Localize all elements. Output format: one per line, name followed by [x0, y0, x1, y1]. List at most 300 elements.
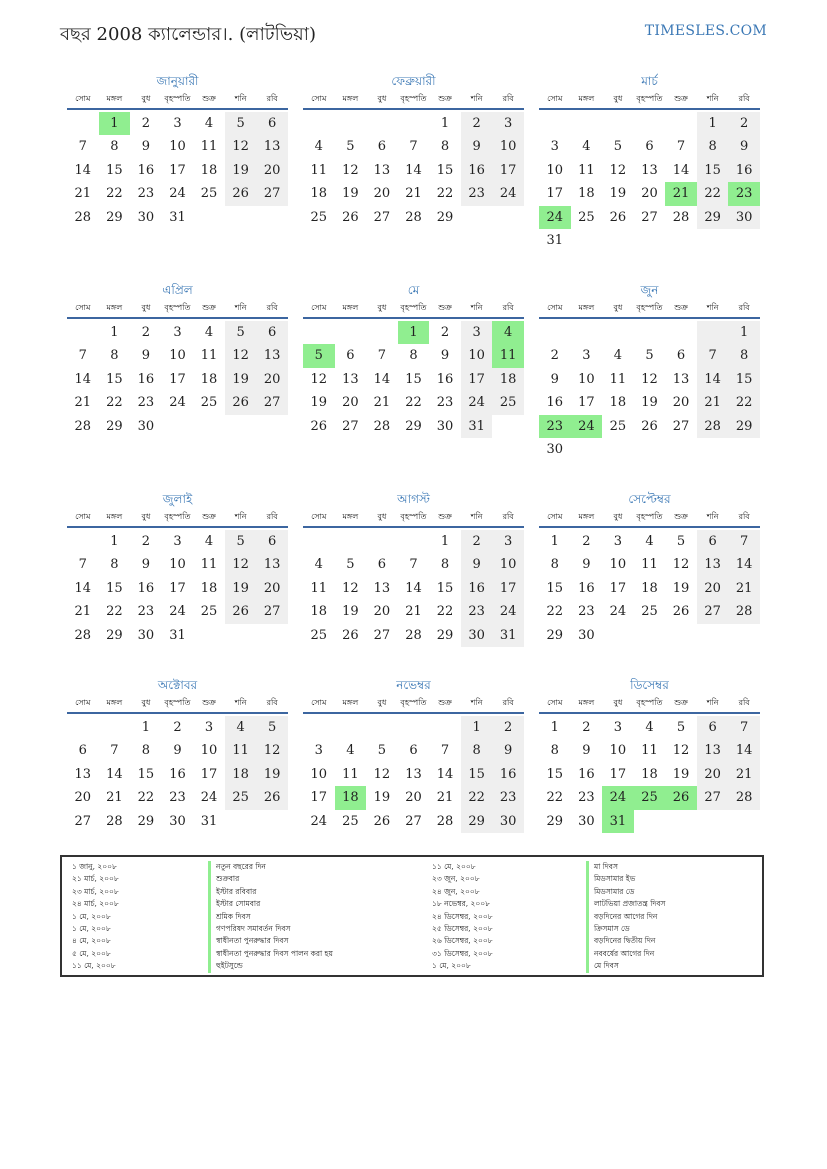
weekday-header [303, 90, 524, 110]
day-cell: 20 [697, 577, 729, 600]
day-cell: 28 [697, 415, 729, 438]
month-block [303, 281, 524, 436]
day-cell: 2 [173, 720, 182, 735]
day-cell: 13 [697, 739, 729, 762]
day-cell: 10 [609, 743, 627, 759]
day-cell: 5 [225, 112, 257, 135]
day-cell: 21 [74, 395, 92, 411]
holiday-day: 31 [602, 810, 634, 833]
day-cell: 30 [137, 418, 155, 434]
day-cell: 26 [373, 813, 391, 829]
legend-holiday-name: মা দিবস [586, 861, 665, 873]
weekday-label: মঙ্গল [106, 698, 123, 707]
day-cell: 30 [137, 627, 155, 643]
day-cell: 27 [74, 813, 92, 829]
weekday-label: সোম [547, 94, 563, 103]
day-cell: 15 [137, 766, 155, 782]
day-cell: 24 [461, 391, 493, 414]
weekday-label: সোম [311, 94, 327, 103]
legend-holiday-name: শুক্রবার [208, 873, 333, 885]
day-cell: 10 [200, 743, 218, 759]
day-cell: 12 [672, 557, 690, 573]
day-cell: 6 [256, 530, 288, 553]
weekday-header [67, 90, 288, 110]
day-cell: 1 [461, 716, 493, 739]
weekday-label: শুক্র [674, 698, 688, 707]
weekday-label: সোম [547, 303, 563, 312]
weekday-label: সোম [311, 512, 327, 521]
day-cell: 10 [609, 557, 627, 573]
day-cell: 21 [373, 395, 391, 411]
day-cell: 17 [609, 766, 627, 782]
day-cell: 4 [645, 720, 654, 735]
day-cell: 23 [492, 786, 524, 809]
weekday-label: শুক্র [202, 94, 216, 103]
day-cell: 25 [310, 627, 328, 643]
weekday-label: রবি [502, 303, 514, 312]
day-cell: 24 [310, 813, 328, 829]
day-cell: 15 [728, 368, 760, 391]
weekday-label: সোম [75, 94, 91, 103]
day-cell: 6 [697, 716, 729, 739]
day-cell: 11 [641, 743, 658, 759]
day-cell: 22 [436, 604, 454, 620]
weekday-label: বুধ [613, 512, 623, 521]
day-cell: 14 [74, 371, 92, 387]
day-cell: 11 [609, 371, 627, 387]
day-cell: 30 [578, 813, 595, 829]
day-cell: 11 [200, 557, 218, 573]
day-cell: 29 [106, 627, 123, 643]
weekday-label: বৃহস্পতি [636, 303, 663, 312]
day-cell: 12 [225, 553, 257, 576]
day-cell: 1 [550, 720, 559, 735]
day-cell: 15 [436, 580, 454, 596]
day-cell: 7 [728, 716, 760, 739]
weekday-label: শুক্র [438, 698, 452, 707]
day-cell: 7 [409, 557, 418, 573]
holiday-day: 23 [539, 415, 571, 438]
day-cell: 21 [405, 186, 422, 202]
day-cell: 11 [310, 162, 328, 178]
day-cell: 7 [377, 348, 387, 364]
day-cell: 23 [578, 790, 595, 806]
day-cell: 7 [697, 344, 729, 367]
day-cell: 15 [106, 371, 123, 387]
day-cell: 9 [461, 553, 493, 576]
day-cell: 30 [578, 627, 595, 643]
day-cell: 17 [169, 162, 186, 178]
day-cell: 16 [492, 763, 524, 786]
day-cell: 16 [578, 766, 595, 782]
day-cell: 26 [225, 391, 257, 414]
holiday-day: 1 [99, 112, 131, 135]
day-cell: 1 [110, 534, 119, 549]
day-cell: 22 [546, 790, 564, 806]
day-cell: 17 [169, 371, 186, 387]
day-cell: 2 [461, 112, 493, 135]
day-cell: 28 [405, 627, 422, 643]
legend-date: ২৩ মার্চ, ২০০৮ [72, 886, 119, 896]
holiday-day: 23 [728, 182, 760, 205]
day-cell: 11 [200, 348, 218, 364]
day-cell: 10 [169, 139, 186, 155]
day-cell: 18 [641, 766, 658, 782]
day-cell: 20 [373, 604, 391, 620]
day-cell: 8 [440, 139, 450, 155]
weekday-header [67, 694, 288, 714]
day-cell: 3 [173, 116, 182, 131]
weekday-label: বুধ [613, 303, 623, 312]
day-cell: 16 [546, 395, 564, 411]
weekday-label: শনি [234, 512, 247, 521]
day-cell: 8 [728, 344, 760, 367]
weekday-label: শুক্র [202, 512, 216, 521]
day-cell: 13 [256, 135, 288, 158]
day-cell: 20 [74, 790, 92, 806]
day-cell: 20 [672, 395, 690, 411]
day-cell: 22 [697, 182, 729, 205]
weekday-label: শুক্র [674, 94, 688, 103]
day-cell: 28 [373, 418, 391, 434]
holiday-day: 5 [303, 344, 335, 367]
day-cell: 7 [78, 139, 87, 155]
day-cell: 27 [256, 600, 288, 623]
month-block [67, 490, 288, 645]
day-cell: 12 [256, 739, 288, 762]
day-cell: 1 [141, 720, 151, 735]
day-cell: 7 [110, 743, 119, 759]
day-cell: 20 [256, 159, 288, 182]
weekend-empty-cell [697, 321, 729, 344]
day-cell: 3 [173, 325, 182, 340]
day-cell: 22 [461, 786, 493, 809]
day-cell: 18 [641, 580, 658, 596]
day-cell: 19 [225, 159, 257, 182]
day-cell: 18 [310, 604, 328, 620]
weekday-label: রবি [502, 94, 514, 103]
day-cell: 15 [697, 159, 729, 182]
day-cell: 21 [436, 790, 454, 806]
day-cell: 11 [578, 162, 595, 178]
weekday-label: বৃহস্পতি [164, 512, 191, 521]
day-cell: 14 [405, 580, 422, 596]
day-cell: 12 [342, 162, 359, 178]
day-cell: 28 [106, 813, 123, 829]
day-cell: 31 [492, 624, 524, 647]
weekday-label: বুধ [141, 303, 151, 312]
weekday-label: শনি [470, 303, 483, 312]
day-cell: 5 [377, 743, 387, 759]
site-link[interactable]: TIMESLES.COM [644, 23, 767, 39]
day-cell: 20 [256, 577, 288, 600]
day-cell: 18 [310, 186, 328, 202]
day-cell: 7 [676, 139, 686, 155]
legend-names-left [208, 861, 333, 973]
day-cell: 3 [204, 720, 214, 735]
day-cell: 26 [609, 209, 627, 225]
day-cell: 3 [613, 720, 623, 735]
day-cell: 10 [546, 162, 564, 178]
day-cell: 22 [405, 395, 422, 411]
weekday-label: রবি [266, 698, 278, 707]
day-cell: 30 [461, 624, 493, 647]
day-cell: 6 [377, 139, 387, 155]
day-cell: 30 [436, 418, 454, 434]
legend-holiday-name: গণপরিষদ সমাবর্তন দিবস [208, 923, 333, 935]
day-cell: 24 [492, 600, 524, 623]
weekday-header [539, 508, 760, 528]
day-cell: 23 [137, 395, 155, 411]
holiday-day: 11 [492, 344, 524, 367]
day-cell: 16 [461, 577, 493, 600]
legend-holiday-name: মিডসামার ডে [586, 886, 665, 898]
weekday-label: সোম [311, 303, 327, 312]
day-cell: 2 [141, 116, 151, 131]
weekday-label: রবি [502, 698, 514, 707]
legend-date: ১১ মে, ২০০৮ [432, 862, 476, 871]
day-cell: 20 [342, 395, 359, 411]
day-cell: 9 [582, 557, 591, 573]
day-cell: 25 [609, 418, 627, 434]
day-cell: 21 [74, 186, 92, 202]
weekday-label: শনি [470, 698, 483, 707]
day-cell: 4 [314, 139, 323, 155]
day-cell: 20 [373, 186, 391, 202]
legend-date: ২৪ মার্চ, ২০০৮ [72, 899, 119, 909]
weekday-header [303, 299, 524, 319]
day-cell: 17 [200, 766, 218, 782]
legend-date: ১ মে, ২০০৮ [72, 911, 111, 921]
day-cell: 29 [436, 627, 454, 643]
legend-holiday-name: মে দিবস [586, 960, 665, 972]
day-cell: 24 [609, 604, 627, 620]
weekday-label: শুক্র [438, 512, 452, 521]
holiday-day: 21 [665, 182, 697, 205]
day-cell: 20 [405, 790, 422, 806]
day-cell: 1 [728, 321, 760, 344]
day-cell: 21 [697, 391, 729, 414]
day-cell: 4 [225, 716, 257, 739]
day-cell: 19 [342, 186, 359, 202]
month-block [539, 72, 760, 250]
day-cell: 25 [342, 813, 359, 829]
day-cell: 26 [225, 182, 257, 205]
day-cell: 7 [440, 743, 450, 759]
day-cell: 25 [310, 209, 328, 225]
day-cell: 7 [728, 530, 760, 553]
day-cell: 11 [342, 766, 359, 782]
day-cell: 11 [200, 139, 218, 155]
day-cell: 16 [461, 159, 493, 182]
day-cell: 14 [74, 162, 92, 178]
day-cell: 27 [342, 418, 359, 434]
weekday-label: রবি [738, 94, 750, 103]
day-cell: 27 [373, 209, 391, 225]
day-cell: 29 [137, 813, 155, 829]
weekday-label: বৃহস্পতি [400, 94, 427, 103]
day-cell: 28 [436, 813, 454, 829]
day-cell: 29 [436, 209, 454, 225]
day-cell: 11 [225, 739, 257, 762]
legend-date: ৩১ ডিসেম্বর, ২০০৮ [432, 948, 493, 958]
day-cell: 31 [546, 233, 564, 248]
day-cell: 4 [204, 534, 214, 549]
day-cell: 2 [550, 348, 559, 364]
weekday-label: রবি [502, 512, 514, 521]
day-cell: 6 [697, 530, 729, 553]
holiday-day: 18 [335, 786, 367, 809]
weekday-label: সোম [75, 512, 91, 521]
day-cell: 12 [310, 371, 328, 387]
day-cell: 2 [582, 534, 591, 549]
day-cell: 24 [169, 395, 186, 411]
month-block [67, 676, 288, 831]
day-cell: 24 [169, 604, 186, 620]
day-cell: 26 [225, 600, 257, 623]
weekday-label: শনি [706, 512, 719, 521]
day-cell: 18 [492, 368, 524, 391]
legend-date: ১ মে, ২০০৮ [432, 961, 471, 971]
day-cell: 14 [373, 371, 391, 387]
month-name: জানুয়ারী [156, 74, 199, 88]
weekday-label: শনি [706, 303, 719, 312]
day-cell: 1 [440, 116, 450, 131]
day-cell: 6 [377, 557, 387, 573]
day-grid [539, 110, 760, 250]
day-cell: 19 [672, 766, 690, 782]
day-cell: 2 [728, 112, 760, 135]
month-name: জুলাই [162, 492, 193, 506]
day-grid [67, 714, 288, 831]
month-name: মার্চ [641, 74, 658, 88]
day-cell: 4 [204, 325, 214, 340]
legend-date: ২৪ জুন, ২০০৮ [432, 886, 480, 896]
holiday-day: 4 [492, 321, 524, 344]
day-cell: 19 [641, 395, 658, 411]
month-block [67, 281, 288, 436]
month-name: সেপ্টেম্বর [628, 492, 671, 506]
day-cell: 5 [256, 716, 288, 739]
day-cell: 11 [641, 557, 658, 573]
day-cell: 3 [550, 139, 559, 155]
legend-date: ১১ মে, ২০০৮ [72, 961, 116, 971]
day-cell: 17 [609, 580, 627, 596]
legend-date: ১ জানু, ২০০৮ [72, 862, 117, 871]
day-cell: 17 [310, 790, 328, 806]
day-cell: 12 [609, 162, 627, 178]
weekday-label: শনি [706, 94, 719, 103]
day-cell: 30 [492, 810, 524, 833]
legend-holiday-name: হুইটসুন্ডে [208, 960, 333, 972]
month-name: ফেব্রুয়ারী [391, 74, 436, 88]
day-cell: 6 [256, 112, 288, 135]
day-cell: 26 [256, 786, 288, 809]
day-cell: 12 [672, 743, 690, 759]
day-cell: 6 [78, 743, 87, 759]
legend-date: ৫ মে, ২০০৮ [72, 948, 111, 958]
day-cell: 28 [728, 600, 760, 623]
day-cell: 19 [225, 577, 257, 600]
day-cell: 16 [137, 371, 155, 387]
day-cell: 29 [728, 415, 760, 438]
day-cell: 28 [672, 209, 690, 225]
weekday-label: শনি [706, 698, 719, 707]
day-cell: 2 [461, 530, 493, 553]
day-cell: 16 [578, 580, 595, 596]
day-cell: 19 [342, 604, 359, 620]
day-cell: 27 [256, 182, 288, 205]
day-cell: 4 [346, 743, 355, 759]
day-cell: 8 [550, 557, 559, 573]
day-cell: 6 [409, 743, 418, 759]
day-cell: 23 [436, 395, 454, 411]
day-cell: 7 [409, 139, 418, 155]
day-cell: 5 [225, 530, 257, 553]
weekday-label: শনি [234, 698, 247, 707]
legend-holiday-name: শ্রমিক দিবস [208, 911, 333, 923]
day-cell: 13 [373, 580, 391, 596]
day-cell: 31 [200, 813, 218, 829]
weekday-label: মঙ্গল [342, 512, 359, 521]
weekday-label: শুক্র [674, 512, 688, 521]
day-cell: 26 [342, 209, 359, 225]
day-cell: 12 [225, 135, 257, 158]
day-cell: 8 [461, 739, 493, 762]
legend-date: ১ মে, ২০০৮ [72, 923, 111, 933]
day-cell: 5 [676, 534, 686, 549]
weekday-label: মঙ্গল [342, 698, 359, 707]
weekday-label: বৃহস্পতি [164, 94, 191, 103]
day-cell: 2 [492, 716, 524, 739]
day-cell: 17 [461, 368, 493, 391]
weekday-header [67, 508, 288, 528]
day-cell: 29 [405, 418, 422, 434]
weekday-label: শনি [470, 94, 483, 103]
weekday-label: সোম [547, 512, 563, 521]
legend-dates-right [432, 861, 493, 973]
day-cell: 4 [582, 139, 591, 155]
day-grid [67, 110, 288, 227]
weekday-label: বুধ [377, 303, 387, 312]
day-cell: 8 [440, 557, 450, 573]
month-block [303, 676, 524, 831]
day-cell: 25 [200, 604, 218, 620]
legend-holiday-name: নতুন বছরের দিন [208, 861, 333, 873]
month-name: নভেম্বর [396, 678, 431, 692]
day-cell: 26 [310, 418, 328, 434]
day-cell: 4 [613, 348, 623, 364]
legend-date: ৪ মে, ২০০৮ [72, 936, 111, 946]
day-cell: 10 [578, 371, 595, 387]
weekday-header [303, 694, 524, 714]
day-cell: 21 [74, 604, 92, 620]
month-name: জুন [640, 283, 659, 297]
day-cell: 22 [106, 395, 123, 411]
day-cell: 17 [169, 580, 186, 596]
weekday-label: বুধ [141, 94, 151, 103]
legend-date: ২৫ ডিসেম্বর, ২০০৮ [432, 923, 493, 933]
weekday-label: রবি [738, 512, 750, 521]
weekday-label: মঙ্গল [578, 512, 595, 521]
day-cell: 10 [492, 553, 524, 576]
legend-holiday-name: নববর্ষের আগের দিন [586, 948, 665, 960]
weekday-label: বৃহস্পতি [400, 512, 427, 521]
day-cell: 23 [169, 790, 186, 806]
weekday-label: মঙ্গল [106, 512, 123, 521]
weekday-label: শনি [234, 94, 247, 103]
weekday-label: বুধ [141, 512, 151, 521]
